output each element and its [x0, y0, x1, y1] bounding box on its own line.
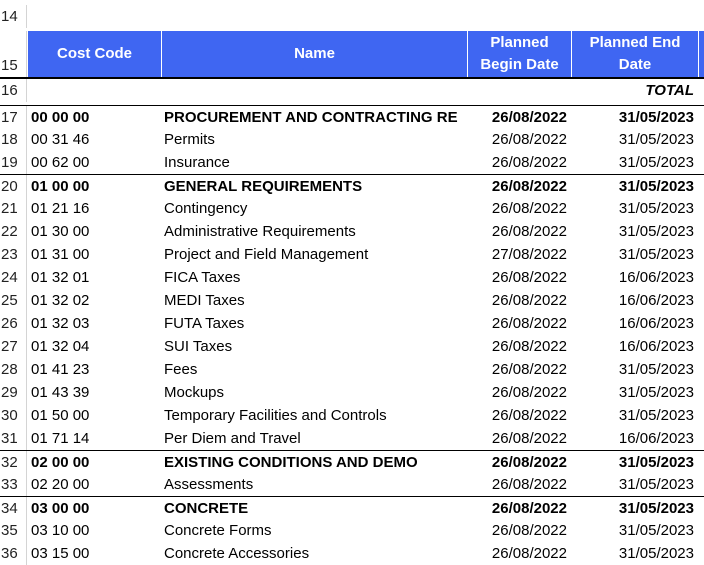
row-number[interactable]: 33	[0, 473, 27, 496]
total-label[interactable]: TOTAL	[645, 82, 694, 99]
name-cell[interactable]: Permits	[164, 131, 215, 148]
cost-code-cell[interactable]: 03 15 00	[31, 545, 90, 562]
column-header-name[interactable]: Name	[161, 31, 467, 77]
cost-code-cell[interactable]: 00 00 00	[31, 109, 90, 126]
name-cell[interactable]: Concrete Forms	[164, 522, 272, 539]
row-number[interactable]: 32	[0, 451, 27, 474]
row-number[interactable]: 17	[0, 106, 27, 129]
planned-begin-cell[interactable]: 26/08/2022	[491, 361, 567, 378]
planned-end-cell[interactable]: 31/05/2023	[618, 200, 694, 217]
row-number[interactable]: 18	[0, 128, 27, 151]
column-header-planned-end-date[interactable]: Planned End Date	[571, 31, 698, 77]
planned-end-cell[interactable]: 31/05/2023	[618, 384, 694, 401]
cost-code-cell[interactable]: 00 62 00	[31, 154, 90, 171]
row-number[interactable]: 35	[0, 519, 27, 542]
planned-end-cell[interactable]: 31/05/2023	[618, 223, 694, 240]
name-cell[interactable]: Temporary Facilities and Controls	[164, 407, 387, 424]
table-row[interactable]	[0, 542, 704, 565]
planned-begin-cell[interactable]: 26/08/2022	[491, 338, 567, 355]
cost-code-cell[interactable]: 01 32 03	[31, 315, 90, 332]
planned-end-cell[interactable]: 16/06/2023	[618, 338, 694, 355]
planned-end-cell[interactable]: 31/05/2023	[618, 500, 694, 517]
header-row[interactable]	[0, 31, 704, 77]
cost-code-cell[interactable]: 01 21 16	[31, 200, 90, 217]
planned-end-cell[interactable]: 31/05/2023	[618, 178, 694, 195]
table-row[interactable]	[0, 266, 704, 289]
name-cell[interactable]: SUI Taxes	[164, 338, 233, 355]
table-row[interactable]	[0, 128, 704, 151]
planned-begin-cell[interactable]: 26/08/2022	[491, 223, 567, 240]
name-cell[interactable]: EXISTING CONDITIONS AND DEMO	[164, 454, 418, 471]
planned-begin-cell[interactable]: 26/08/2022	[491, 430, 567, 447]
planned-begin-cell[interactable]: 26/08/2022	[491, 384, 567, 401]
cost-code-cell[interactable]: 01 32 04	[31, 338, 90, 355]
planned-begin-cell[interactable]: 26/08/2022	[491, 292, 567, 309]
planned-end-cell[interactable]: 31/05/2023	[618, 407, 694, 424]
planned-end-cell[interactable]: 31/05/2023	[618, 109, 694, 126]
table-row[interactable]	[0, 450, 704, 474]
planned-end-cell[interactable]: 31/05/2023	[618, 522, 694, 539]
name-cell[interactable]: Project and Field Management	[164, 246, 369, 263]
sheet-row-14[interactable]	[0, 5, 704, 28]
cost-code-cell[interactable]: 03 10 00	[31, 522, 90, 539]
table-row[interactable]	[0, 174, 704, 198]
planned-end-cell[interactable]: 16/06/2023	[618, 315, 694, 332]
row-number[interactable]: 27	[0, 335, 27, 358]
planned-begin-cell[interactable]: 26/08/2022	[491, 476, 567, 493]
total-row[interactable]	[0, 77, 704, 102]
planned-end-cell[interactable]: 31/05/2023	[618, 454, 694, 471]
planned-end-cell[interactable]: 31/05/2023	[618, 545, 694, 562]
row-number[interactable]: 31	[0, 427, 27, 450]
name-cell[interactable]: Fees	[164, 361, 198, 378]
row-number[interactable]: 25	[0, 289, 27, 312]
name-cell[interactable]: Mockups	[164, 384, 225, 401]
row-number[interactable]: 19	[0, 151, 27, 174]
planned-end-cell[interactable]: 31/05/2023	[618, 246, 694, 263]
row-number[interactable]: 23	[0, 243, 27, 266]
cost-code-cell[interactable]: 01 32 01	[31, 269, 90, 286]
planned-end-cell[interactable]: 31/05/2023	[618, 361, 694, 378]
name-cell[interactable]: PROCUREMENT AND CONTRACTING RE	[164, 109, 458, 126]
planned-begin-cell[interactable]: 26/08/2022	[491, 407, 567, 424]
name-cell[interactable]: GENERAL REQUIREMENTS	[164, 178, 363, 195]
table-row[interactable]	[0, 404, 704, 427]
row-number[interactable]: 36	[0, 542, 27, 565]
planned-begin-cell[interactable]: 26/08/2022	[491, 545, 567, 562]
name-cell[interactable]: Contingency	[164, 200, 248, 217]
planned-end-cell[interactable]: 16/06/2023	[618, 292, 694, 309]
cost-code-cell[interactable]: 01 30 00	[31, 223, 90, 240]
table-row[interactable]	[0, 358, 704, 381]
row-number[interactable]: 30	[0, 404, 27, 427]
planned-begin-cell[interactable]: 26/08/2022	[491, 154, 567, 171]
table-row[interactable]	[0, 496, 704, 520]
cost-code-cell[interactable]: 01 31 00	[31, 246, 90, 263]
row-number[interactable]: 26	[0, 312, 27, 335]
planned-begin-cell[interactable]: 26/08/2022	[491, 522, 567, 539]
planned-begin-cell[interactable]: 26/08/2022	[491, 315, 567, 332]
cost-code-cell[interactable]: 02 00 00	[31, 454, 90, 471]
row-number[interactable]: 21	[0, 197, 27, 220]
table-row[interactable]	[0, 335, 704, 358]
row-number[interactable]: 15	[0, 31, 27, 77]
cost-code-cell[interactable]: 03 00 00	[31, 500, 90, 517]
name-cell[interactable]: Per Diem and Travel	[164, 430, 301, 447]
row-number[interactable]: 20	[0, 175, 27, 198]
table-row[interactable]	[0, 427, 704, 450]
row-number[interactable]: 29	[0, 381, 27, 404]
cost-code-cell[interactable]: 01 50 00	[31, 407, 90, 424]
row-number[interactable]: 16	[0, 79, 27, 102]
planned-end-cell[interactable]: 16/06/2023	[618, 269, 694, 286]
table-row[interactable]	[0, 197, 704, 220]
planned-begin-cell[interactable]: 26/08/2022	[491, 178, 567, 195]
planned-begin-cell[interactable]: 26/08/2022	[491, 269, 567, 286]
name-cell[interactable]: FICA Taxes	[164, 269, 241, 286]
column-header-partial[interactable]	[698, 31, 704, 77]
table-row[interactable]	[0, 105, 704, 129]
name-cell[interactable]: MEDI Taxes	[164, 292, 245, 309]
planned-end-cell[interactable]: 31/05/2023	[618, 131, 694, 148]
row-number[interactable]: 24	[0, 266, 27, 289]
planned-begin-cell[interactable]: 26/08/2022	[491, 200, 567, 217]
name-cell[interactable]: Administrative Requirements	[164, 223, 356, 240]
planned-begin-cell[interactable]: 26/08/2022	[491, 454, 567, 471]
table-row[interactable]	[0, 243, 704, 266]
planned-end-cell[interactable]: 16/06/2023	[618, 430, 694, 447]
cost-code-cell[interactable]: 01 43 39	[31, 384, 90, 401]
table-row[interactable]	[0, 473, 704, 496]
cost-code-cell[interactable]: 01 32 02	[31, 292, 90, 309]
row-number[interactable]: 28	[0, 358, 27, 381]
name-cell[interactable]: CONCRETE	[164, 500, 249, 517]
table-row[interactable]	[0, 519, 704, 542]
cost-code-cell[interactable]: 01 71 14	[31, 430, 90, 447]
row-number[interactable]: 22	[0, 220, 27, 243]
name-cell[interactable]: FUTA Taxes	[164, 315, 245, 332]
row-number[interactable]: 34	[0, 497, 27, 520]
table-row[interactable]	[0, 312, 704, 335]
planned-end-cell[interactable]: 31/05/2023	[618, 476, 694, 493]
cost-code-cell[interactable]: 02 20 00	[31, 476, 90, 493]
cost-code-cell[interactable]: 00 31 46	[31, 131, 90, 148]
table-row[interactable]	[0, 289, 704, 312]
name-cell[interactable]: Concrete Accessories	[164, 545, 310, 562]
cost-code-cell[interactable]: 01 00 00	[31, 178, 90, 195]
column-header-planned-begin-date[interactable]: Planned Begin Date	[467, 31, 571, 77]
name-cell[interactable]: Insurance	[164, 154, 230, 171]
cost-code-cell[interactable]: 01 41 23	[31, 361, 90, 378]
row-number[interactable]: 14	[0, 5, 27, 28]
planned-begin-cell[interactable]: 26/08/2022	[491, 500, 567, 517]
name-cell[interactable]: Assessments	[164, 476, 254, 493]
planned-end-cell[interactable]: 31/05/2023	[618, 154, 694, 171]
planned-begin-cell[interactable]: 26/08/2022	[491, 131, 567, 148]
table-row[interactable]	[0, 381, 704, 404]
planned-begin-cell[interactable]: 26/08/2022	[491, 109, 567, 126]
table-row[interactable]	[0, 151, 704, 174]
planned-begin-cell[interactable]: 27/08/2022	[491, 246, 567, 263]
column-header-cost-code[interactable]: Cost Code	[28, 31, 161, 77]
table-row[interactable]	[0, 220, 704, 243]
